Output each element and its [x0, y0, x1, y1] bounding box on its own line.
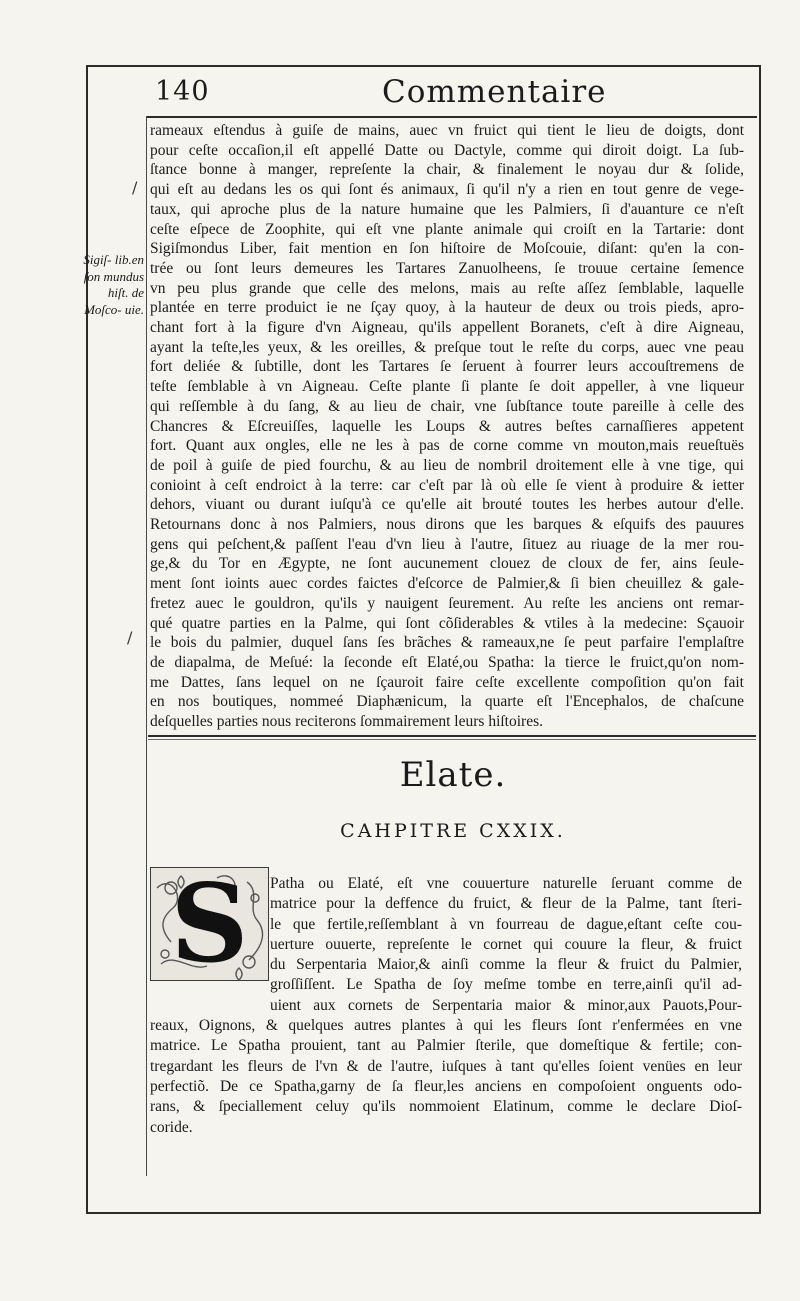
text-line: Retournans donc à nos Palmiers, nous dirons que les barques & eſquifs des pauures [150, 516, 744, 534]
text-line: coride. [150, 1118, 193, 1136]
text-line: Sigiſmondus Liber, fait mention en ſon hiſtoire de Moſcouie, diſant: qu'en la con- [150, 240, 744, 258]
text-line: en nos boutiques, nommeé Diaphænicum, la quarte eſt l'Encephalos, de chaſcune [150, 693, 744, 711]
margin-note: Sigiſ- lib.en ſon mundus hiſt. de Moſco- uie. [83, 252, 144, 317]
text-line: trée ou ſont leurs demeures les Tartares Zanuolheens, ſe trouue certaine ſemence [150, 259, 744, 277]
margin-rule [146, 116, 147, 1176]
text-line: qui eſt au dedans les os qui ſont és animaux, ſi qu'il n'y a rien en tout genre de vege- [150, 181, 744, 199]
text-line: ceſte eſpece de Zoophite, qui eſt vne plante animale qui croiſt en la Tartarie: dont [150, 220, 744, 238]
text-line: conioint à ceſt endroict à la terre: car c'eſt par là où elle ſe vient à produire & ietter [150, 476, 744, 494]
text-line: ge,& du Tor en Ægypte, ne ſont aucunement clouez de cloux de fer, ains ſeule- [150, 555, 744, 573]
text-line: le bois du palmier, duquel ſans ſes brãches & rameaux,ne ſe peut parfaire l'emplaſtre [150, 634, 744, 652]
text-line: uerture ouuerte, repreſente le cornet qui couure la fleur, & fruict [270, 935, 742, 953]
text-line: de poil à guiſe de pied fourchu, & au lieu de nombril droitement elle à vne tige, qui [150, 456, 744, 474]
section-divider-thin [148, 739, 756, 740]
text-line: fort. Quant aux ongles, elle ne les à pas de corne comme vn mouton,mais reueſtuës [150, 437, 744, 455]
text-line: taux, qui aproche plus de la nature humaine que les Palmiers, ſi d'auanture ce n'eſt [150, 200, 744, 218]
initial-letter: S [170, 861, 249, 987]
text-line: fort deliée & ſubtille, dont les Tartares ſe ſeruent à fourrer leurs accouſtremens de [150, 358, 744, 376]
text-line: vn peu plus grande que celle des melons, mais au reſte aſſez ſemblable, laquelle [150, 279, 744, 297]
text-line: ſtance bonne à manger, repreſente la chair, & finalement le noyau dur & ſolide, [150, 161, 744, 179]
text-line: rameaux eſtendus à guiſe de mains, auec vn fruict qui tient le lieu de doigts, dont [150, 122, 744, 139]
text-line: teſte ſemblable à vn Aigneau. Ceſte plante ſi plante ſe doit appeller, à vne liqueur [150, 378, 744, 396]
section-title: Elate. [399, 755, 507, 795]
text-line: de diapalma, de Meſué: la ſeconde eſt Elaté,ou Spatha: la tierce le fruict,qu'on nom- [150, 653, 744, 671]
text-line: Patha ou Elaté, eſt vne couuerture naturelle ſeruant comme de [270, 875, 742, 892]
text-line: qui reſſemble à du ſang, & au lieu de chair, vne ſubſtance toute pareille à celle des [150, 397, 744, 415]
text-line: ment ſont ioints auec cordes faictes d'eſcorce de Palmier,& ſi bien cheuillez & gale- [150, 575, 744, 593]
text-line: groſſiſſent. Le Spatha de ſoy meſme tombe en terre,ainſi qu'il ad- [270, 976, 742, 994]
margin-mark: / [132, 178, 138, 197]
chapter-heading: CAHPITRE CXXIX. [340, 820, 566, 842]
text-line: Chancres & Eſcreuiſſes, laquelle les Loups & autres beſtes carnaſſieres appetent [150, 417, 744, 435]
commentary-text [150, 121, 744, 732]
text-line: rans, & ſpeciallement celuy qu'ils nommoient Elatinum, comme le declare Dioſ- [150, 1098, 742, 1116]
text-line: fretez auec le gouldron, qu'ils y nauigent ſeurement. Au reſte les anciens ont remar- [150, 594, 744, 612]
text-line: pour ceſte occaſion,il eſt appellé Datte ou Dactyle, comme qui diroit doigt. La ſub- [150, 141, 744, 159]
chapter-text [150, 874, 742, 1138]
text-line: gens qui peſchent,& paſſent l'eau d'vn lieu à l'autre, ſituez au riuage de la mer rou- [150, 535, 744, 553]
text-line: matrice. Le Spatha prouient, tant au Palmier ſterile, que domeſtique & fertile; con- [150, 1037, 742, 1055]
margin-mark: / [127, 628, 133, 647]
header-rule [146, 116, 757, 118]
running-title: Commentaire [382, 74, 607, 110]
text-line: matrice pour la deffence du fruict, & fleur de la Palme, tant ſteri- [270, 895, 742, 913]
text-line: perfectiõ. De ce Spatha,garny de ſa fleur,les anciens en compoſoient onguents odo- [150, 1077, 742, 1095]
text-line: ayant la teſte,les yeux, & les oreilles, & preſque tout le reſte du corps, auec vne peau [150, 338, 744, 356]
text-line: qué quatre parties en la Palme, qui ſont cõſiderables & vtiles à la medecine: Sçauoir [150, 614, 744, 632]
text-line: dehors, viuant ou durant iuſqu'à ce qu'elle ait brouté toutes les herbes autour d'elle. [150, 496, 744, 514]
text-line: reaux, Oignons, & quelques autres plantes à qui les fleurs ſont r'enfermées en vne [150, 1017, 742, 1035]
text-line: du Serpentaria Maior,& ainſi comme la fleur & fruict du Palmier, [270, 956, 742, 974]
text-line: plantée en terre produict ie ne ſçay quoy, à la hauteur de deux ou trois pieds, apro- [150, 299, 744, 317]
text-line: le que fertile,reſſemblant à vn fourreau de dague,eſtant ceſte cou- [270, 915, 742, 933]
text-line: deſquelles parties nous reciterons ſommairement leurs hiſtoires. [150, 713, 543, 731]
text-line: chant fort à la figure d'vn Aigneau, qu'ils appellent Boranets, c'eſt à dire Aigneau, [150, 319, 744, 337]
text-line: tregardant les fleurs de l'vn & de l'autre, iuſques à tant qu'elles ſoient venües en leur [150, 1057, 742, 1075]
text-line: uient aux cornets de Serpentaria maior & minor,aux Pauots,Pour- [270, 996, 742, 1014]
text-line: me Dattes, ſans lequel on ne ſçauroit faire ceſte excellente compoſition qu'on fait [150, 673, 744, 691]
section-divider [148, 735, 756, 737]
page-number: 140 [155, 76, 210, 107]
